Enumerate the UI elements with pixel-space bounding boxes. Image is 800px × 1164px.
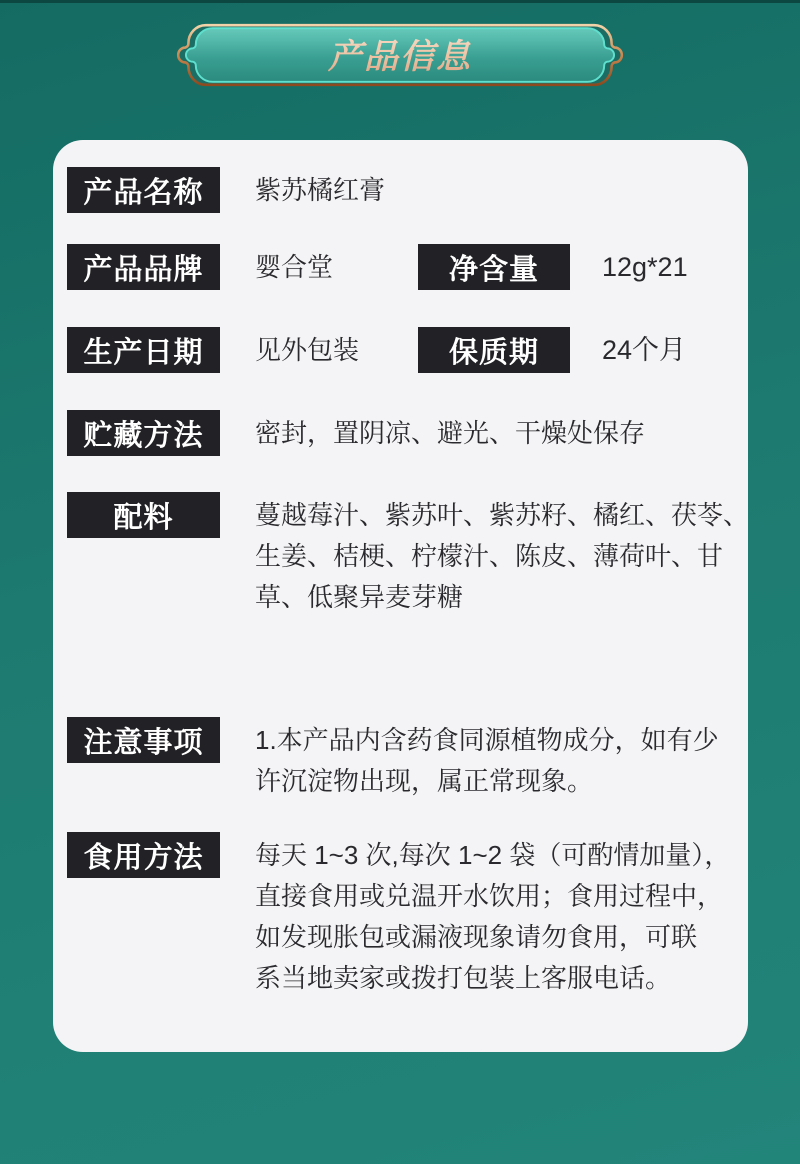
ingredients-line: 蔓越莓汁、紫苏叶、紫苏籽、橘红、茯苓、: [255, 500, 750, 530]
net-content-pair: [418, 244, 688, 290]
net-content-value: 12g*21: [602, 252, 688, 282]
notice-value: [255, 717, 719, 802]
usage-label: 食用方法: [67, 832, 220, 878]
shelf-life-label: 保质期: [418, 327, 570, 373]
production-date-value: 见外包装: [255, 335, 360, 365]
ingredients-label: 配料: [67, 492, 220, 538]
net-content-label: 净含量: [418, 244, 570, 290]
usage-value: [255, 832, 730, 999]
shelf-life-pair: [418, 327, 686, 373]
banner: [170, 22, 630, 88]
notice-label: 注意事项: [67, 717, 220, 763]
brand-value: 婴合堂: [255, 252, 334, 282]
info-card: [53, 140, 748, 1052]
brand-label: 产品品牌: [67, 244, 220, 290]
product-name-label: 产品名称: [67, 167, 220, 213]
storage-value: 密封，置阴凉、避光、干燥处保存: [255, 418, 646, 448]
notice-line: 1.本产品内含药食同源植物成分，如有少: [255, 725, 719, 755]
row-product-name: [67, 167, 385, 213]
ingredients-line: 生姜、桔梗、柠檬汁、陈皮、薄荷叶、甘: [255, 541, 724, 571]
ingredients-value: [255, 492, 749, 618]
row-usage: [67, 832, 730, 999]
row-date-shelf: [67, 327, 687, 373]
product-name-value: 紫苏橘红膏: [255, 175, 386, 205]
row-ingredients: [67, 492, 749, 618]
notice-line: 许沉淀物出现，属正常现象。: [255, 766, 594, 796]
row-brand-net: [67, 244, 688, 290]
row-storage: [67, 410, 645, 456]
banner-title: 产品信息: [170, 22, 630, 84]
production-date-label: 生产日期: [67, 327, 220, 373]
usage-line: 直接食用或兑温开水饮用；食用过程中，: [255, 881, 724, 911]
usage-line: 如发现胀包或漏液现象请勿食用，可联: [255, 922, 698, 952]
shelf-life-value: 24个月: [602, 335, 687, 365]
usage-line: 每天 1~3 次,每次 1~2 袋（可酌情加量），: [255, 840, 731, 870]
usage-line: 系当地卖家或拨打包装上客服电话。: [255, 963, 672, 993]
storage-label: 贮藏方法: [67, 410, 220, 456]
top-border-line: [0, 0, 800, 3]
ingredients-line: 草、低聚异麦芽糖: [255, 582, 464, 612]
row-notice: [67, 717, 719, 802]
